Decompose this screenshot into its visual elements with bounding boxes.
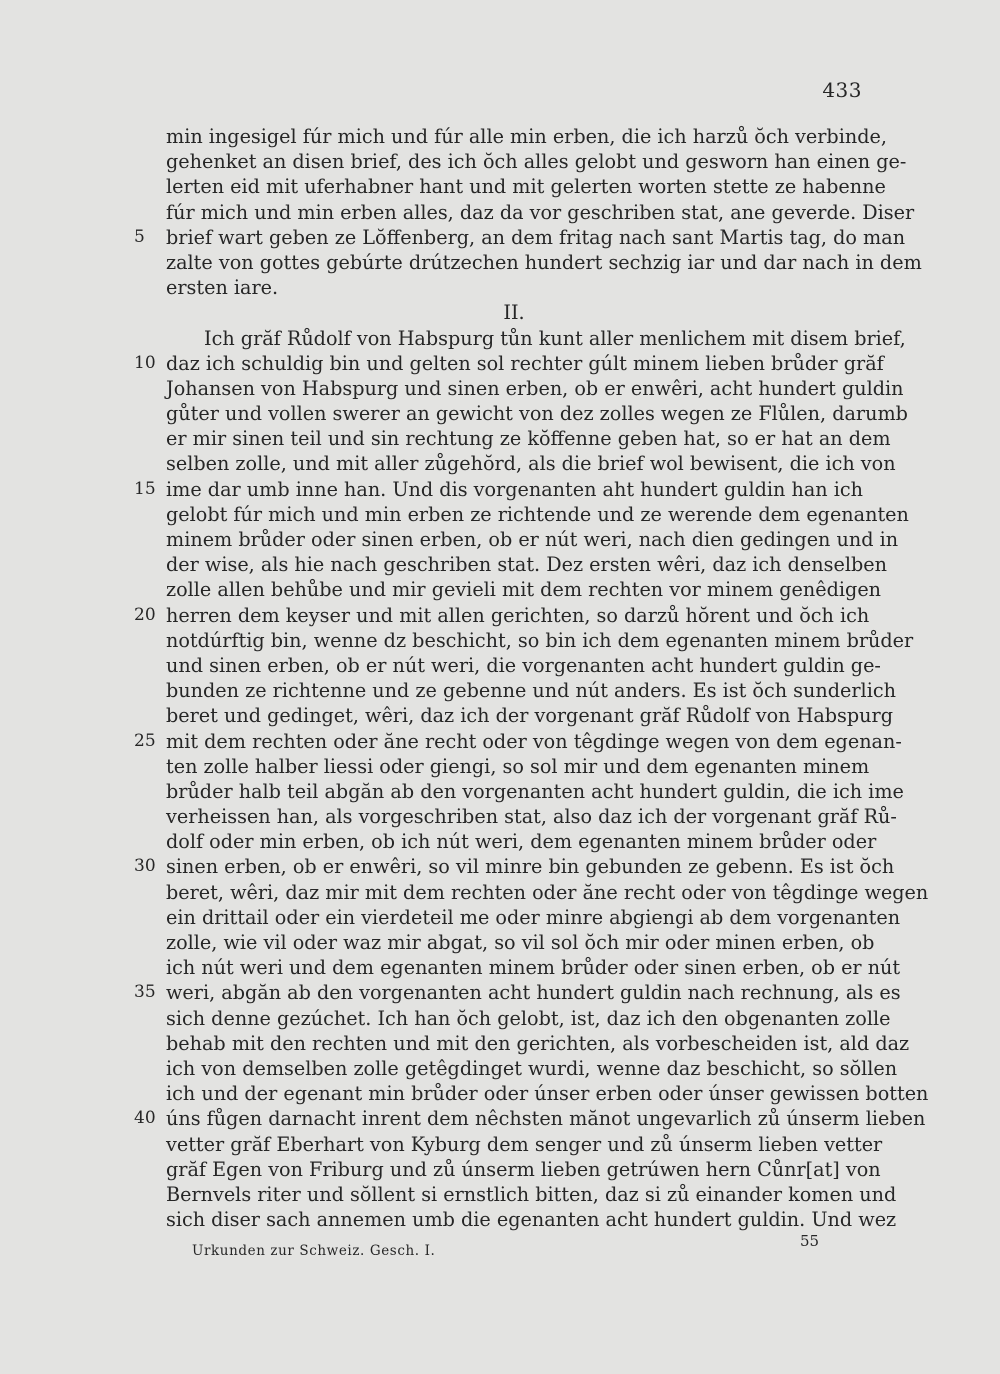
text-line [166, 678, 896, 703]
line-number: 25 [134, 730, 156, 751]
text-line [166, 1006, 891, 1031]
text-line [166, 552, 887, 577]
charter-text [134, 124, 929, 1232]
line-text: ich und der egenant min brůder oder únser erben oder únser gewissen botten [166, 1082, 929, 1106]
page-number: 433 [822, 78, 862, 102]
text-line [134, 603, 870, 628]
text-line [166, 149, 907, 174]
line-text: brůder halb teil abgăn ab den vorgenanten acht hundert guldin, die ich ime [166, 779, 904, 803]
line-text: lerten eid mit uferhabner hant und mit gelerten worten stette ze habenne [166, 175, 886, 199]
line-text: behab mit den rechten und mit den gerichten, als vorbescheiden ist, ald daz [166, 1031, 910, 1055]
line-text: und sinen erben, ob er nút weri, die vorgenanten acht hundert guldin ge- [166, 653, 881, 677]
line-text: dolf oder min erben, ob ich nút weri, dem egenanten minem brůder oder [166, 830, 877, 854]
line-number: 20 [134, 604, 156, 625]
line-text: sich denne gezúchet. Ich han ŏch gelobt, ist, daz ich den obgenanten zolle [166, 1006, 891, 1030]
text-line [166, 1132, 883, 1157]
text-line [166, 502, 909, 527]
footer-series-title: Urkunden zur Schweiz. Gesch. I. [192, 1243, 436, 1259]
line-text: Ich grăf Růdolf von Habspurg tůn kunt aller menlichem mit disem brief, [204, 326, 906, 350]
text-line [166, 653, 881, 678]
line-text: Bernvels riter und sŏllent si ernstlich bitten, daz si zů einander komen und [166, 1182, 897, 1206]
section-heading [166, 300, 862, 325]
line-text: min ingesigel fúr mich und fúr alle min erben, die ich harzů ŏch verbinde, [166, 125, 887, 148]
line-text: zalte von gottes gebúrte drútzechen hundert sechzig iar und dar nach in dem [166, 250, 922, 274]
line-text: notdúrftig bin, wenne dz beschicht, so bin ich dem egenanten minem brůder [166, 628, 914, 652]
text-line [166, 930, 875, 955]
text-line [166, 829, 877, 854]
text-line [166, 250, 922, 275]
text-line [166, 527, 899, 552]
line-number: 35 [134, 982, 156, 1003]
line-text: vetter grăf Eberhart von Kyburg dem senger und zů únserm lieben vetter [166, 1132, 883, 1156]
line-number: 30 [134, 856, 156, 877]
footer-signature-mark: 55 [800, 1232, 820, 1250]
text-line [166, 1182, 897, 1207]
line-text: verheissen han, als vorgeschriben stat, also daz ich der vorgenant grăf Rů- [166, 805, 897, 829]
text-line [134, 980, 901, 1005]
line-text: herren dem keyser und mit allen gerichten, so darzů hŏrent und ŏch ich [166, 603, 870, 627]
line-number: 40 [134, 1108, 156, 1129]
line-text: ein drittail oder ein vierdeteil me oder minre abgiengi ab dem vorgenanten [166, 905, 901, 929]
line-text: daz ich schuldig bin und gelten sol rechter gúlt minem lieben brůder grăf [166, 351, 884, 375]
line-text: zolle, wie vil oder waz mir abgat, so vil sol ŏch mir oder minen erben, ob [166, 931, 875, 954]
text-line [166, 804, 897, 829]
line-number: 15 [134, 478, 156, 499]
line-text: fúr mich und min erben alles, daz da vor geschriben stat, ane geverde. Diser [166, 200, 915, 224]
line-text: mit dem rechten oder ăne recht oder von têgdinge wegen von dem egenan- [166, 729, 902, 753]
text-line [134, 225, 906, 250]
text-line [166, 628, 914, 653]
line-text: beret, wêri, daz mir mit dem rechten oder ăne recht oder von têgdinge wegen [166, 880, 929, 904]
text-line [166, 275, 862, 300]
line-text: beret und gedinget, wêri, daz ich der vorgenant grăf Růdolf von Habspurg [166, 704, 893, 728]
line-text: ime dar umb inne han. Und dis vorgenanten aht hundert guldin han ich [166, 477, 863, 501]
text-line [134, 477, 863, 502]
text-line [166, 451, 896, 476]
text-line [166, 426, 891, 451]
text-line [166, 754, 870, 779]
line-text: ich von demselben zolle getêgdinget wurdi, wenne daz beschicht, so sŏllen [166, 1056, 898, 1080]
text-line [166, 174, 886, 199]
text-line [166, 1207, 897, 1232]
line-text: gehenket an disen brief, des ich ŏch alles gelobt und gesworn han einen ge- [166, 150, 907, 174]
line-text: Johansen von Habspurg und sinen erben, ob er enwêri, acht hundert guldin [166, 376, 904, 400]
text-line [166, 326, 906, 351]
line-text: úns fůgen darnacht inrent dem nêchsten mănot ungevarlich zů únserm lieben [166, 1107, 926, 1131]
line-number: 5 [134, 226, 145, 247]
line-text: ersten iare. [166, 276, 279, 300]
text-line [166, 779, 904, 804]
text-line [134, 1106, 926, 1131]
line-text: minem brůder oder sinen erben, ob er nút weri, nach dien gedingen und in [166, 528, 899, 551]
line-number: 10 [134, 352, 156, 373]
line-text: II. [503, 301, 525, 325]
line-text: sich diser sach annemen umb die egenanten acht hundert guldin. Und wez [166, 1208, 897, 1232]
line-text: selben zolle, und mit aller zůgehŏrd, als die brief wol bewisent, die ich von [166, 452, 896, 476]
line-text: gůter und vollen swerer an gewicht von dez zolles wegen ze Flůlen, darumb [166, 402, 908, 426]
text-line [166, 124, 887, 149]
text-line [166, 1056, 898, 1081]
text-line [166, 880, 929, 905]
text-line [166, 1081, 929, 1106]
text-line [134, 729, 902, 754]
line-text: brief wart geben ze Lŏffenberg, an dem fritag nach sant Martis tag, do man [166, 225, 906, 249]
text-line [166, 905, 901, 930]
line-text: weri, abgăn ab den vorgenanten acht hundert guldin nach rechnung, als es [166, 981, 901, 1005]
text-line [166, 1031, 910, 1056]
line-text: grăf Egen von Friburg und zů únserm lieben getrúwen hern Cůnr[at] von [166, 1157, 881, 1181]
line-text: ich nút weri und dem egenanten minem brůder oder sinen erben, ob er nút [166, 956, 901, 980]
line-text: er mir sinen teil und sin rechtung ze kŏffenne geben hat, so er hat an dem [166, 427, 891, 451]
text-line [166, 955, 901, 980]
line-text: sinen erben, ob er enwêri, so vil minre bin gebunden ze gebenn. Es ist ŏch [166, 855, 895, 879]
text-line [166, 200, 915, 225]
line-text: zolle allen behůbe und mir gevieli mit dem rechten vor minem genêdigen [166, 578, 882, 602]
line-text: gelobt fúr mich und min erben ze richtende und ze werende dem egenanten [166, 502, 909, 526]
text-line [134, 351, 884, 376]
text-line [166, 703, 893, 728]
line-text: ten zolle halber liessi oder giengi, so sol mir und dem egenanten minem [166, 754, 870, 778]
line-text: bunden ze richtenne und ze gebenne und nút anders. Es ist ŏch sunderlich [166, 679, 896, 703]
text-line [166, 577, 882, 602]
line-text: der wise, als hie nach geschriben stat. Dez ersten wêri, daz ich denselben [166, 553, 887, 577]
text-line [166, 1157, 881, 1182]
text-line [134, 854, 895, 879]
text-line [166, 401, 908, 426]
text-line [166, 376, 904, 401]
